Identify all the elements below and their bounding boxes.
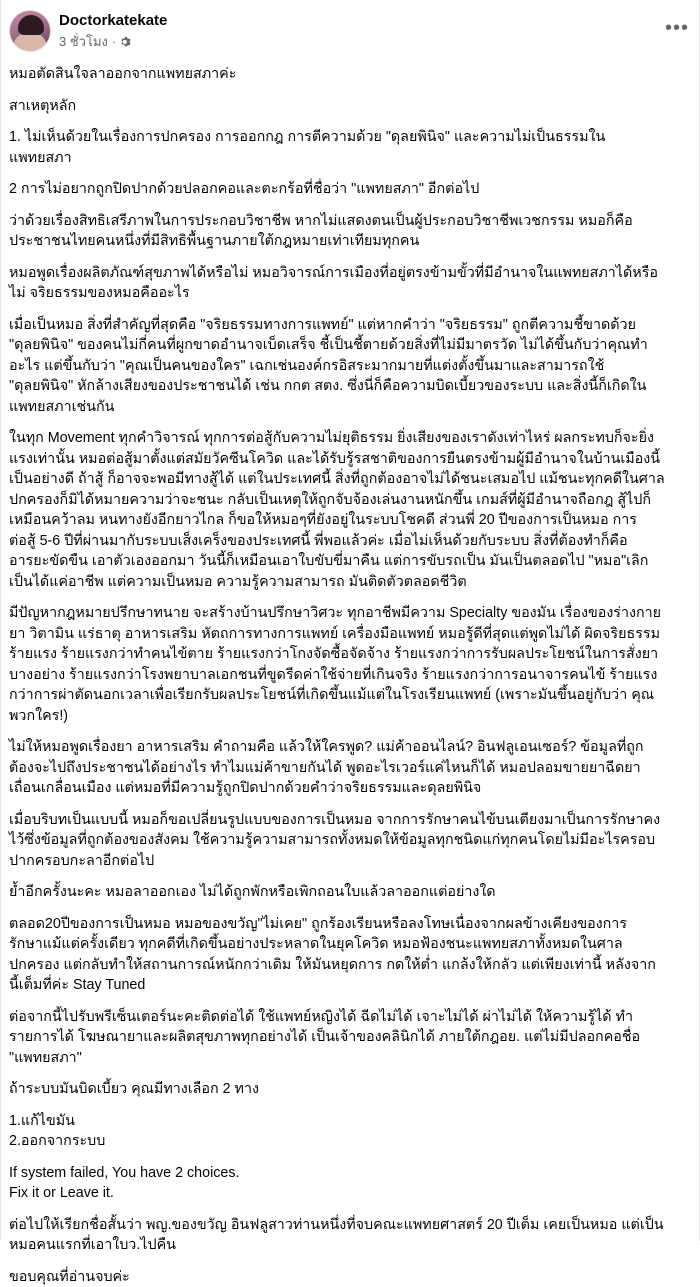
post-meta <box>59 34 132 50</box>
post-paragraph: ไม่ให้หมอพูดเรื่องยา อาหารเสริม คำถามคือ แล้วให้ใครพูด? แม่ค้าออนไลน์? อินฟลูเอนเซอร์? ข้อมูลที่ถูก ต้องจะไปถึงประชาชนได้อย่างไร ทำไมแม่ค้าขายกันได้ พูดอะไรเวอร์แค่ไหนก็ได้ หมอปลอมขายยาฉีดยา เถื่อนเกลื่อนเมือง แต่หมอที่มีความรู้ถูกปิดปากด้วยคำว่าจริยธรรมและดุลยพินิจ <box>9 737 689 799</box>
post-time[interactable]: 3 ชั่วโมง <box>59 34 108 50</box>
post-paragraph: ว่าด้วยเรื่องสิทธิเสรีภาพในการประกอบวิชาชีพ หากไม่แสดงตนเป็นผู้ประกอบวิชาชีพเวชกรรม หมอก็คือ ประชาชนไทยคนหนึ่งที่มีสิทธิพื้นฐานภายใต้กฎหมายเท่าเทียมทุกคน <box>9 211 689 252</box>
author-name[interactable]: Doctorkatekate <box>59 12 167 30</box>
author-avatar[interactable] <box>9 10 51 52</box>
post-paragraph: เมื่อเป็นหมอ สิ่งที่สำคัญที่สุดคือ "จริยธรรมทางการแพทย์" แต่หากคำว่า "จริยธรรม" ถูกตีความชี้ขาดด้วย "ดุลยพินิจ" ของคนไม่กี่คนที่ผูกขาดอำนาจเบ็ดเสร็จ ชี้เป็นชี้ตายด้วยสิ่งที่ไม่มีมาตรวัด ไม่ได้ขึ้นกับว่าคุณทำ อะไร แต่ขึ้นกับว่า "คุณเป็นคนของใคร" เฉกเช่นองค์กรอิสระมากมายที่แต่งตั้งขึ้นมาและสามารถใช้ "ดุลยพินิจ" หักล้างเสียงของประชาชนได้ เช่น กกต สตง. ซึ่งนี่ก็คือความบิดเบี้ยวของระบบ และสิ่งนี้ก็เกิดใน แพทยสภาเช่นกัน <box>9 315 689 418</box>
post-paragraph: มีปัญหากฎหมายปรึกษาทนาย จะสร้างบ้านปรึกษาวิศวะ ทุกอาชีพมีความ Specialty ของมัน เรื่องของร่างกาย ยา วิตามิน แร่ธาตุ อาหารเสริม หัตถการทางการแพทย์ เครื่องมือแพทย์ หมอรู้ดีที่สุดแต่พูดไม่ได้ ผิดจริยธรรม ร้ายแรง ร้ายแรงกว่าทำคนไข้ตาย ร้ายแรงกว่าโกงจัดซื้อจัดจ้าง ร้ายแรงกว่าการรับผลประโยชน์ในการสั่งยา บางอย่าง ร้ายแรงกว่าโรงพยาบาลเอกชนที่ขูดรีดค่าใช้จ่ายที่เกินจริง ร้ายแรงกว่าการอนาจารคนไข้ ร้ายแรง กว่าการผ่าตัดนอกเวลาเพื่อเรียกรับผลประโยชน์ที่เกิดขึ้นแม้แต่ในโรงเรียนแพทย์ (เพราะมันขึ้นอยู่กับว่า คุณ พวกใคร!) <box>9 603 689 726</box>
post-paragraph: 2 การไม่อยากถูกปิดปากด้วยปลอกคอและตะกร้อที่ชื่อว่า "แพทยสภา" อีกต่อไป <box>9 179 689 200</box>
post-paragraph: 1.แก้ไขมัน 2.ออกจากระบบ <box>9 1111 689 1152</box>
post-paragraph: 1. ไม่เห็นด้วยในเรื่องการปกครอง การออกกฎ การตีความด้วย "ดุลยพินิจ" และความไม่เป็นธรรมใน แพทยสภา <box>9 127 689 168</box>
post-paragraph: ถ้าระบบมันบิดเบี้ยว คุณมีทางเลือก 2 ทาง <box>9 1079 689 1100</box>
post-paragraph: เมื่อบริบทเป็นแบบนี้ หมอก็ขอเปลี่ยนรูปแบบของการเป็นหมอ จากการรักษาคนไข้บนเตียงมาเป็นการรักษาคง ไว้ซึ่งข้อมูลที่ถูกต้องของสังคม ใช้ความรู้ความสามารถทั้งหมดให้ข้อมูลทุกชนิดแก่ทุกคนโดยไม่มีอะไรครอบ ปากครอบกะลาอีกต่อไป <box>9 810 689 872</box>
post-paragraph: ตลอด20ปีของการเป็นหมอ หมอของขวัญ"ไม่เคย" ถูกร้องเรียนหรือลงโทษเนื่องจากผลข้างเคียงของการ รักษาแม้แต่ครั้งเดียว ทุกคดีที่เกิดขึ้นอย่างประหลาดในยุคโควิด หมอฟ้องชนะแพทยสภาทั้งหมดในศาล ปกครอง แต่กลับทำให้สถานการณ์หนักกว่าเดิม ให้มันหยุดการ กดให้ต่ำ แกล้งให้กลัว แต่เพียงเท่านี้ หลังจาก นี้เต็มที่ค่ะ Stay Tuned <box>9 914 689 996</box>
post-paragraph: หมอตัดสินใจลาออกจากแพทยสภาค่ะ <box>9 64 689 85</box>
more-dots-icon[interactable]: ••• <box>663 14 691 42</box>
post-paragraph: If system failed, You have 2 choices. Fix it or Leave it. <box>9 1163 689 1204</box>
post-body <box>9 64 689 1287</box>
post-header <box>9 10 693 60</box>
post-paragraph: ย้ำอีกครั้งนะคะ หมอลาออกเอง ไม่ได้ถูกพักหรือเพิกถอนใบแล้วลาออกแต่อย่างใด <box>9 882 689 903</box>
post-paragraph: สาเหตุหลัก <box>9 96 689 117</box>
gear-icon <box>120 36 132 48</box>
meta-separator: · <box>112 34 116 50</box>
post-paragraph: ขอบคุณที่อ่านจบค่ะ <box>9 1267 689 1287</box>
post-paragraph: ต่อไปให้เรียกชื่อสั้นว่า พญ.ของขวัญ อินฟลูสาวท่านหนึ่งที่จบคณะแพทยศาสตร์ 20 ปีเต็ม เคยเป็นหมอ แต่เป็น หมอคนแรกที่เอาใบว.ไปคืน <box>9 1215 689 1256</box>
post-paragraph: หมอพูดเรื่องผลิตภัณฑ์สุขภาพได้หรือไม่ หมอวิจารณ์การเมืองที่อยู่ตรงข้ามขั้วที่มีอำนาจในแพทยสภาได้หรือ ไม่ จริยธรรมของหมอคืออะไร <box>9 263 689 304</box>
post-paragraph: ในทุก Movement ทุกคำวิจารณ์ ทุกการต่อสู้กับความไม่ยุติธรรม ยิ่งเสียงของเราดังเท่าไหร่ ผลกระทบก็จะยิ่ง แรงเท่านั้น หมอต่อสู้มาตั้งแต่สมัยวัคซีนโควิด และได้รับรู้รสชาติของการยืนตรงข้ามผู้มีอำนาจในบ้านเมืองนี้ เป็นอย่างดี ถ้าสู้ ก็อาจจะพอมีทางสู้ได้ แต่ในประเทศนี้ สิ่งที่ถูกต้องอาจไม่ได้ชนะเสมอไป แม้ชนะทุกคดีในศาล ปกครองก็มิได้หมายความว่าจะชนะ กลับเป็นเหตุให้ถูกจับจ้องเล่นงานหนักขึ้น เกมส์ที่ผู้มีอำนาจถือกฎ สู้ไปก็ เหมือนคว้าลม หนทางยังอีกยาวไกล ก็ขอให้หมอๆที่ยังอยู่ในระบบโชคดี ส่วนพี่ 20 ปีของการเป็นหมอ การ ต่อสู้ 5-6 ปีที่ผ่านมากับระบบเส็งเคร็งของประเทศนี้ พี่พอแล้วค่ะ เมื่อไม่เห็นด้วยกับระบบ สิ่งที่ต้องทำก็คือ อารยะขัดขืน เอาตัวเองออกมา วันนี้ก็เหมือนเอาใบขับขี่มาคืน แต่การขับรถเป็น มันเป็นตลอดไป "หมอ"เลิก เป็นได้แค่อาชีพ แต่ความเป็นหมอ ความรู้ความสามารถ มันติดตัวตลอดชีวิต <box>9 428 689 592</box>
post-paragraph: ต่อจากนี้ไปรับพรีเซ็นเตอร์นะคะติดต่อได้ ใช้แพทย์หญิงได้ ฉีดไม่ได้ เจาะไม่ได้ ผ่าไม่ได้ ให้ความรู้ได้ ทำ รายการได้ โฆษณายาและผลิตสุขภาพทุกอย่างได้ เป็นเจ้าของคลินิกได้ ภายใต้กฎอย. แต่ไม่มีปลอกคอชื่อ "แพทยสภา" <box>9 1007 689 1069</box>
